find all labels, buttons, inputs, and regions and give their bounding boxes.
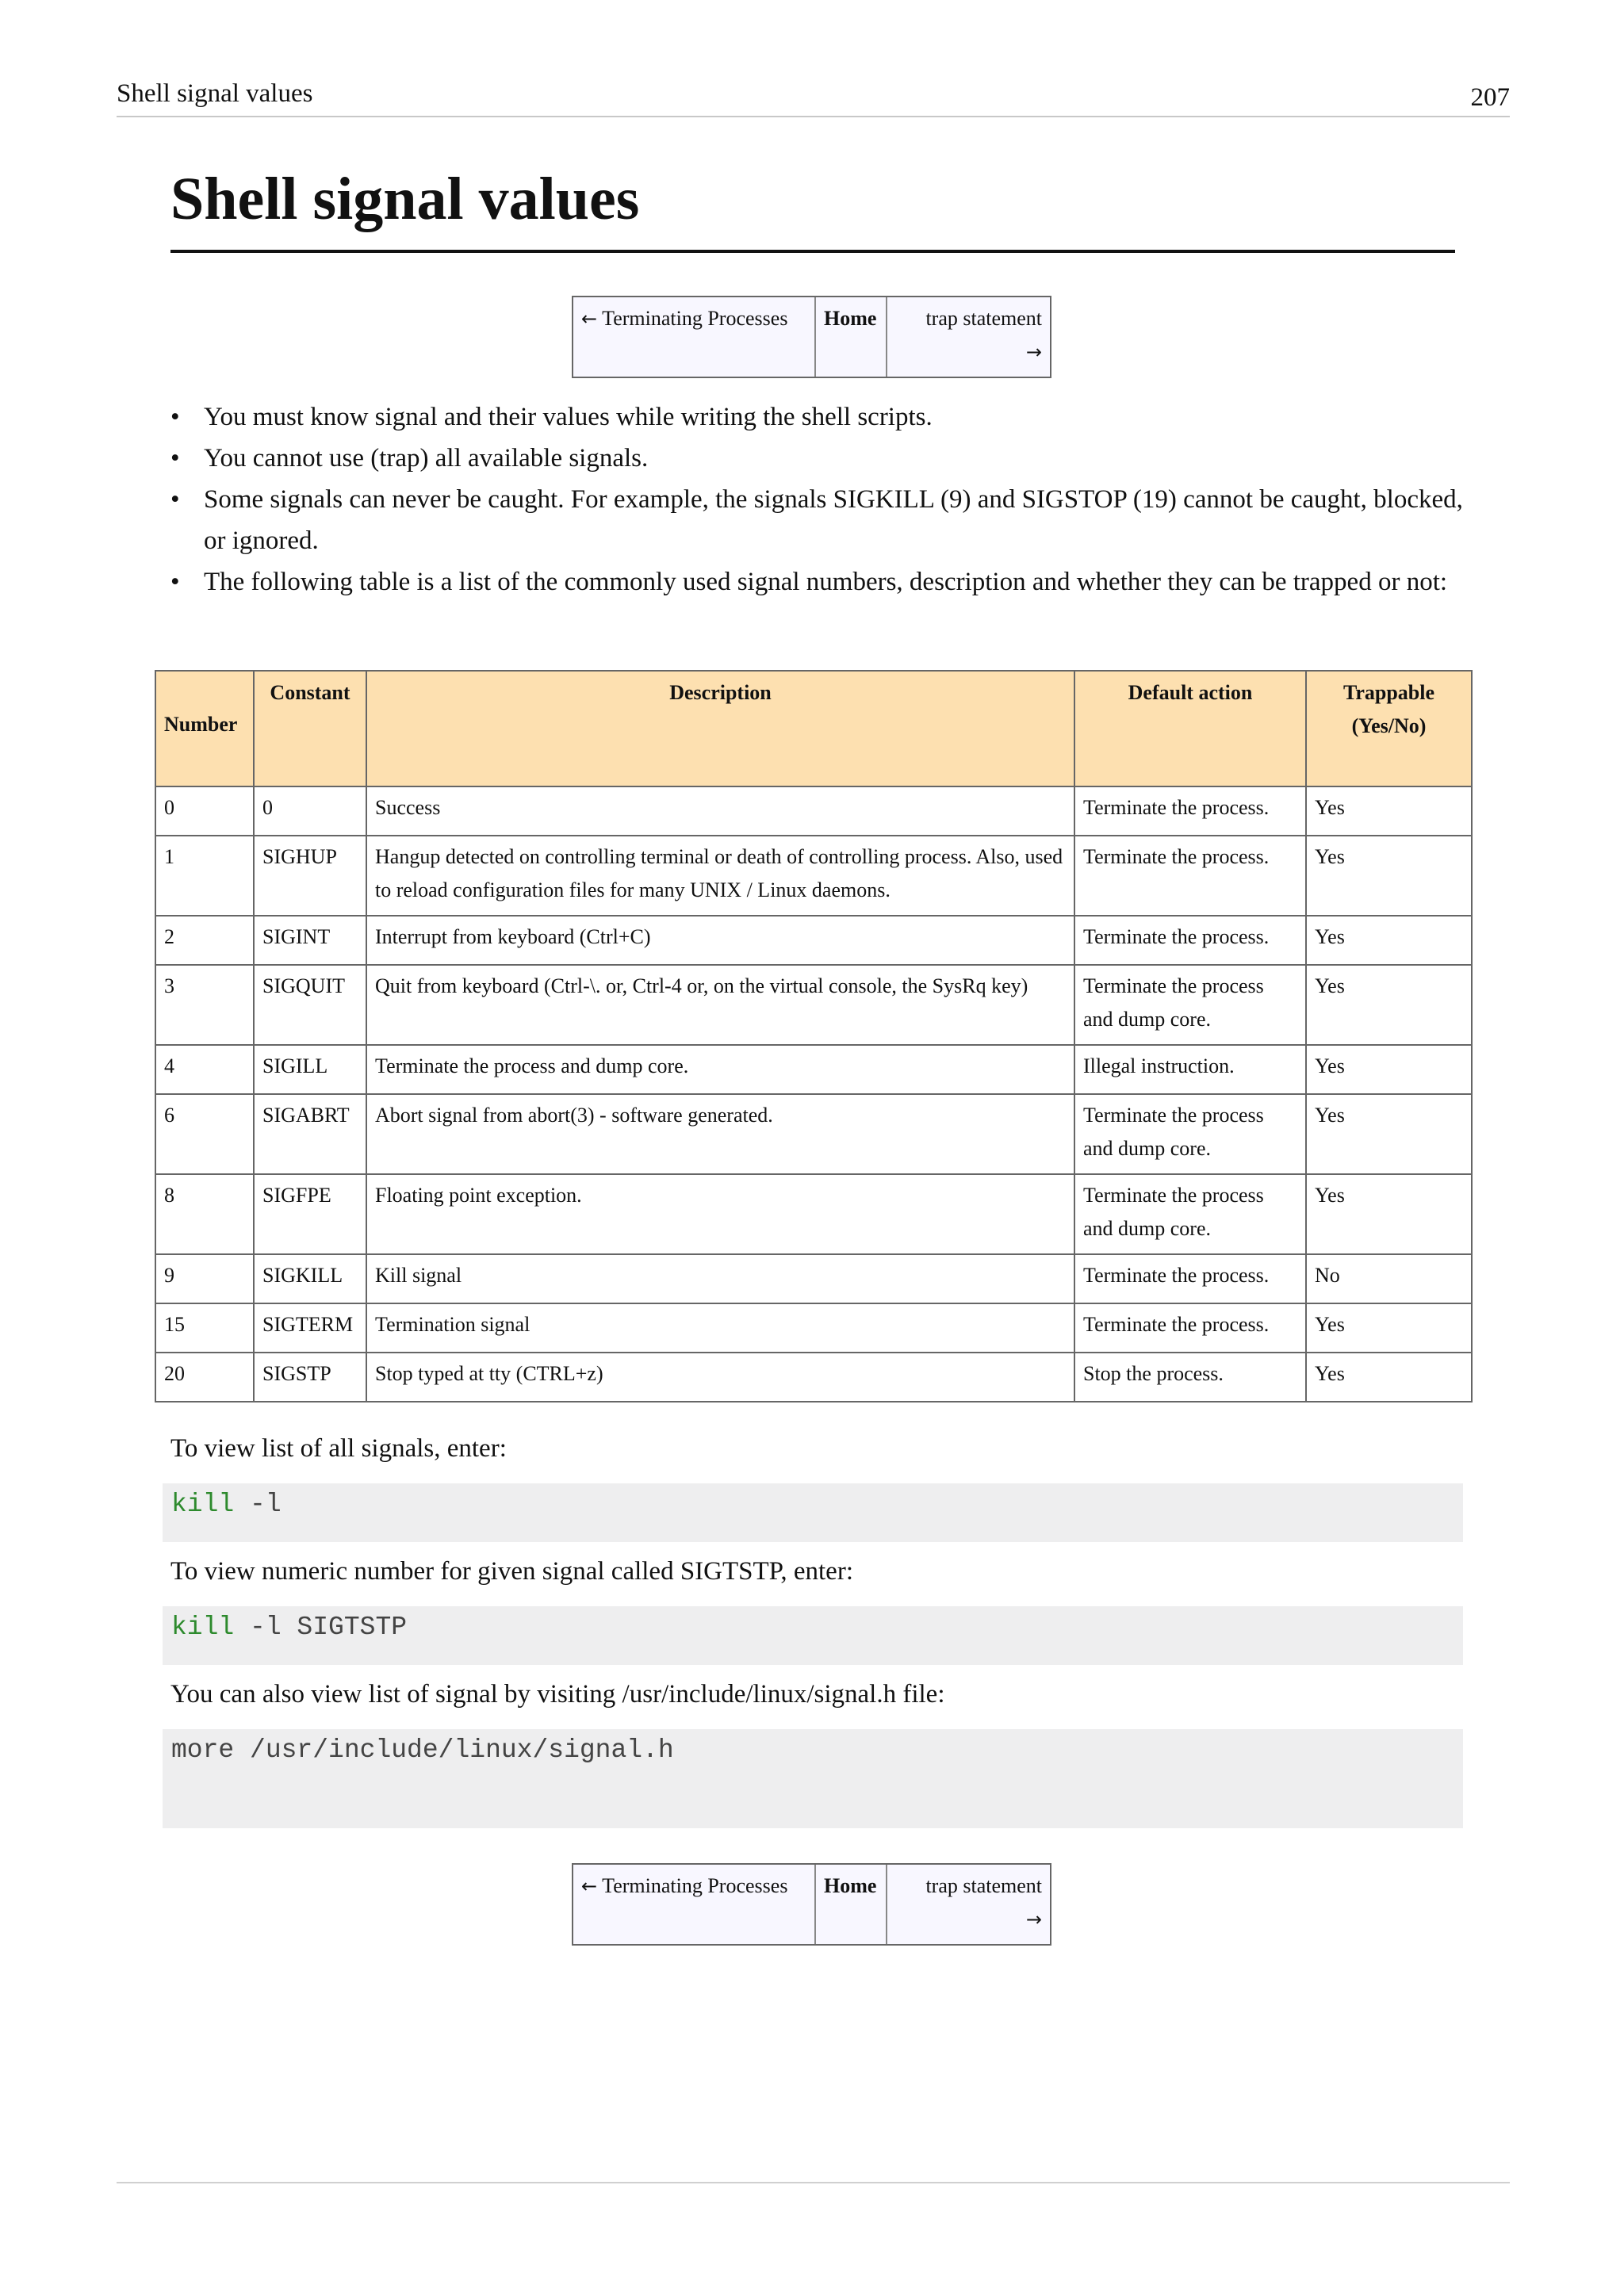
cell-trappable: Yes [1306, 1303, 1472, 1353]
cell-description: Quit from keyboard (Ctrl-\. or, Ctrl-4 or, on the virtual console, the SysRq key) [366, 965, 1074, 1045]
cell-description: Floating point exception. [366, 1174, 1074, 1254]
cell-number: 20 [155, 1353, 254, 1402]
table-row [155, 1094, 1472, 1174]
next-link[interactable] [887, 1865, 1050, 1944]
cell-number: 1 [155, 836, 254, 916]
code-args: -l [234, 1490, 282, 1519]
table-row [155, 1303, 1472, 1353]
cell-constant: SIGTERM [254, 1303, 366, 1353]
cell-default-action: Illegal instruction. [1074, 1045, 1306, 1094]
code-block-kill-l-sigtstp [163, 1606, 1463, 1665]
cell-trappable: Yes [1306, 1353, 1472, 1402]
next-link-label: trap statement [925, 1874, 1042, 1897]
code-block-more-signal-h [163, 1729, 1463, 1828]
cell-number: 4 [155, 1045, 254, 1094]
cell-default-action: Terminate the process and dump core. [1074, 1174, 1306, 1254]
cell-number: 6 [155, 1094, 254, 1174]
cell-constant: SIGKILL [254, 1254, 366, 1303]
page-title: Shell signal values [170, 163, 1455, 253]
cell-number: 3 [155, 965, 254, 1045]
prev-link[interactable] [573, 297, 816, 377]
cell-trappable: Yes [1306, 786, 1472, 836]
cell-constant: SIGINT [254, 916, 366, 965]
table-row [155, 1045, 1472, 1094]
table-row [155, 786, 1472, 836]
cell-default-action: Terminate the process and dump core. [1074, 1094, 1306, 1174]
cell-description: Termination signal [366, 1303, 1074, 1353]
signal-table [155, 670, 1473, 1402]
cell-description: Kill signal [366, 1254, 1074, 1303]
navigation-box-top [572, 296, 1051, 378]
cell-constant: SIGSTP [254, 1353, 366, 1402]
cell-trappable: Yes [1306, 1174, 1472, 1254]
cell-default-action: Stop the process. [1074, 1353, 1306, 1402]
cell-default-action: Terminate the process. [1074, 1303, 1306, 1353]
cell-description: Stop typed at tty (CTRL+z) [366, 1353, 1074, 1402]
table-row [155, 1254, 1472, 1303]
list-item: • Some signals can never be caught. For example, the signals SIGKILL (9) and SIGSTOP (19) cannot be caught, blocked, or ignored. [170, 479, 1463, 561]
footer-divider [117, 2182, 1510, 2183]
code-keyword: kill [171, 1613, 235, 1642]
cell-number: 0 [155, 786, 254, 836]
left-arrow-icon: ← [581, 1875, 598, 1897]
cell-constant: SIGABRT [254, 1094, 366, 1174]
header-number: Number [155, 671, 254, 786]
home-link[interactable]: Home [816, 297, 887, 377]
home-link[interactable]: Home [816, 1865, 887, 1944]
view-numeric-text: To view numeric number for given signal called SIGTSTP, enter: [170, 1557, 853, 1586]
cell-description: Interrupt from keyboard (Ctrl+C) [366, 916, 1074, 965]
list-item: • You cannot use (trap) all available signals. [170, 438, 1463, 479]
cell-description: Hangup detected on controlling terminal or death of controlling process. Also, used to reload configuration files for many UNIX / Linux daemons. [366, 836, 1074, 916]
cell-trappable: No [1306, 1254, 1472, 1303]
table-header-row [155, 671, 1472, 786]
page-number: 207 [1470, 83, 1510, 112]
running-title: Shell signal values [117, 79, 313, 108]
navigation-box-bottom [572, 1863, 1051, 1946]
cell-number: 15 [155, 1303, 254, 1353]
next-link[interactable] [887, 297, 1050, 377]
cell-default-action: Terminate the process and dump core. [1074, 965, 1306, 1045]
cell-constant: SIGQUIT [254, 965, 366, 1045]
cell-constant: SIGILL [254, 1045, 366, 1094]
cell-trappable: Yes [1306, 1045, 1472, 1094]
cell-default-action: Terminate the process. [1074, 786, 1306, 836]
cell-description: Success [366, 786, 1074, 836]
list-item: • You must know signal and their values while writing the shell scripts. [170, 396, 1463, 438]
cell-constant: SIGHUP [254, 836, 366, 916]
table-row [155, 836, 1472, 916]
prev-link-label: Terminating Processes [602, 1874, 788, 1897]
header-default-action: Default action [1074, 671, 1306, 786]
cell-trappable: Yes [1306, 1094, 1472, 1174]
right-arrow-icon: → [1025, 341, 1042, 363]
code-args: -l SIGTSTP [234, 1613, 408, 1642]
cell-default-action: Terminate the process. [1074, 1254, 1306, 1303]
cell-constant: 0 [254, 786, 366, 836]
table-row [155, 1174, 1472, 1254]
left-arrow-icon: ← [581, 308, 598, 330]
cell-description: Terminate the process and dump core. [366, 1045, 1074, 1094]
intro-bullet-list [170, 396, 1463, 603]
header-trappable: Trappable (Yes/No) [1306, 671, 1472, 786]
cell-trappable: Yes [1306, 965, 1472, 1045]
code-line: more /usr/include/linux/signal.h [171, 1735, 674, 1765]
view-file-text: You can also view list of signal by visiting /usr/include/linux/signal.h file: [170, 1680, 945, 1709]
code-keyword: kill [171, 1490, 235, 1519]
cell-trappable: Yes [1306, 916, 1472, 965]
table-row [155, 1353, 1472, 1402]
table-row [155, 965, 1472, 1045]
code-block-kill-l [163, 1483, 1463, 1542]
cell-number: 8 [155, 1174, 254, 1254]
next-link-label: trap statement [925, 307, 1042, 330]
cell-description: Abort signal from abort(3) - software generated. [366, 1094, 1074, 1174]
cell-constant: SIGFPE [254, 1174, 366, 1254]
cell-number: 2 [155, 916, 254, 965]
header-constant: Constant [254, 671, 366, 786]
list-item: • The following table is a list of the commonly used signal numbers, description and whether they can be trapped or not: [170, 561, 1463, 603]
cell-number: 9 [155, 1254, 254, 1303]
view-all-signals-text: To view list of all signals, enter: [170, 1434, 507, 1463]
cell-default-action: Terminate the process. [1074, 836, 1306, 916]
table-row [155, 916, 1472, 965]
prev-link[interactable] [573, 1865, 816, 1944]
page-header [117, 76, 1510, 117]
right-arrow-icon: → [1025, 1908, 1042, 1931]
cell-default-action: Terminate the process. [1074, 916, 1306, 965]
header-description: Description [366, 671, 1074, 786]
prev-link-label: Terminating Processes [602, 307, 788, 330]
cell-trappable: Yes [1306, 836, 1472, 916]
